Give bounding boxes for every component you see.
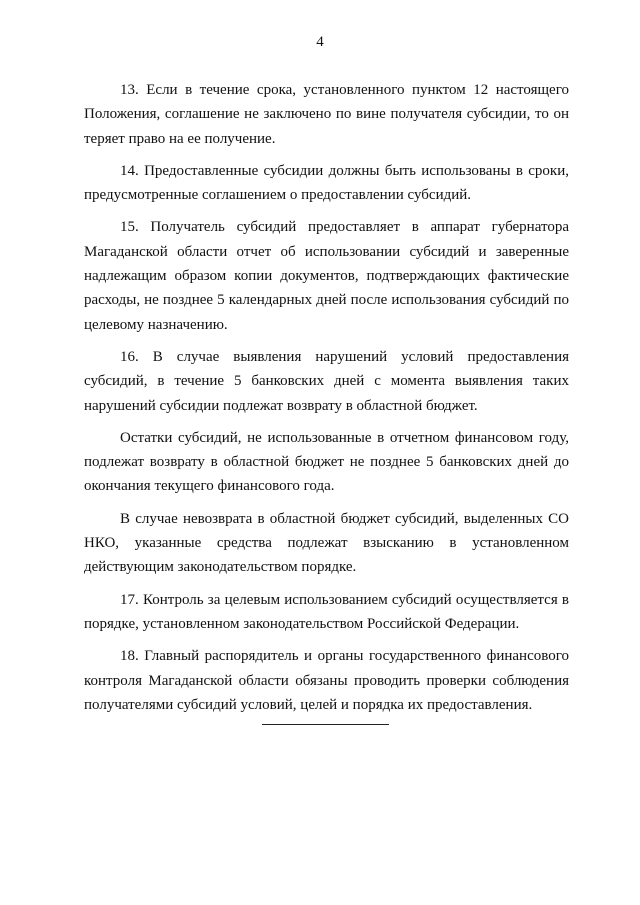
paragraph-13: 13. Если в течение срока, установленного пунктом 12 настоящего Положения, соглашение не заключено по вине получателя субсидии, то он теряет право на ее получение. bbox=[84, 82, 569, 147]
page-number: 4 bbox=[316, 34, 324, 50]
end-separator-line bbox=[262, 724, 389, 725]
paragraph-17: 17. Контроль за целевым использованием субсидий осуществляется в порядке, установленном законодательством Российской Федерации. bbox=[84, 591, 569, 632]
paragraph-16-remainders: Остатки субсидий, не использованные в отчетном финансовом году, подлежат возврату в областной бюджет не позднее 5 банковских дней до окончания текущего финансового года. bbox=[84, 429, 569, 495]
paragraph-16: 16. В случае выявления нарушений условий предоставления субсидий, в течение 5 банковских дней с момента выявления таких нарушений субсидии подлежат возврату в областной бюджет. bbox=[84, 348, 569, 414]
paragraph-15: 15. Получатель субсидий предоставляет в аппарат губернатора Магаданской области отчет об использовании субсидий и заверенные надлежащим образом копии документов, подтверждающих фактические расходы, не позднее 5 календарных дней после использования субсидий по целевому назначению. bbox=[84, 219, 569, 333]
paragraph-16-nonreturn: В случае невозврата в областной бюджет субсидий, выделенных СО НКО, указанные средства подлежат взысканию в установленном действующим законодательством порядке. bbox=[84, 510, 569, 576]
document-body bbox=[84, 78, 569, 725]
paragraph-18: 18. Главный распорядитель и органы государственного финансового контроля Магаданской области обязаны проводить проверки соблюдения получателями субсидий условий, целей и порядка их предоставления. bbox=[84, 648, 569, 713]
paragraph-14: 14. Предоставленные субсидии должны быть использованы в сроки, предусмотренные соглашением о предоставлении субсидий. bbox=[84, 162, 569, 204]
